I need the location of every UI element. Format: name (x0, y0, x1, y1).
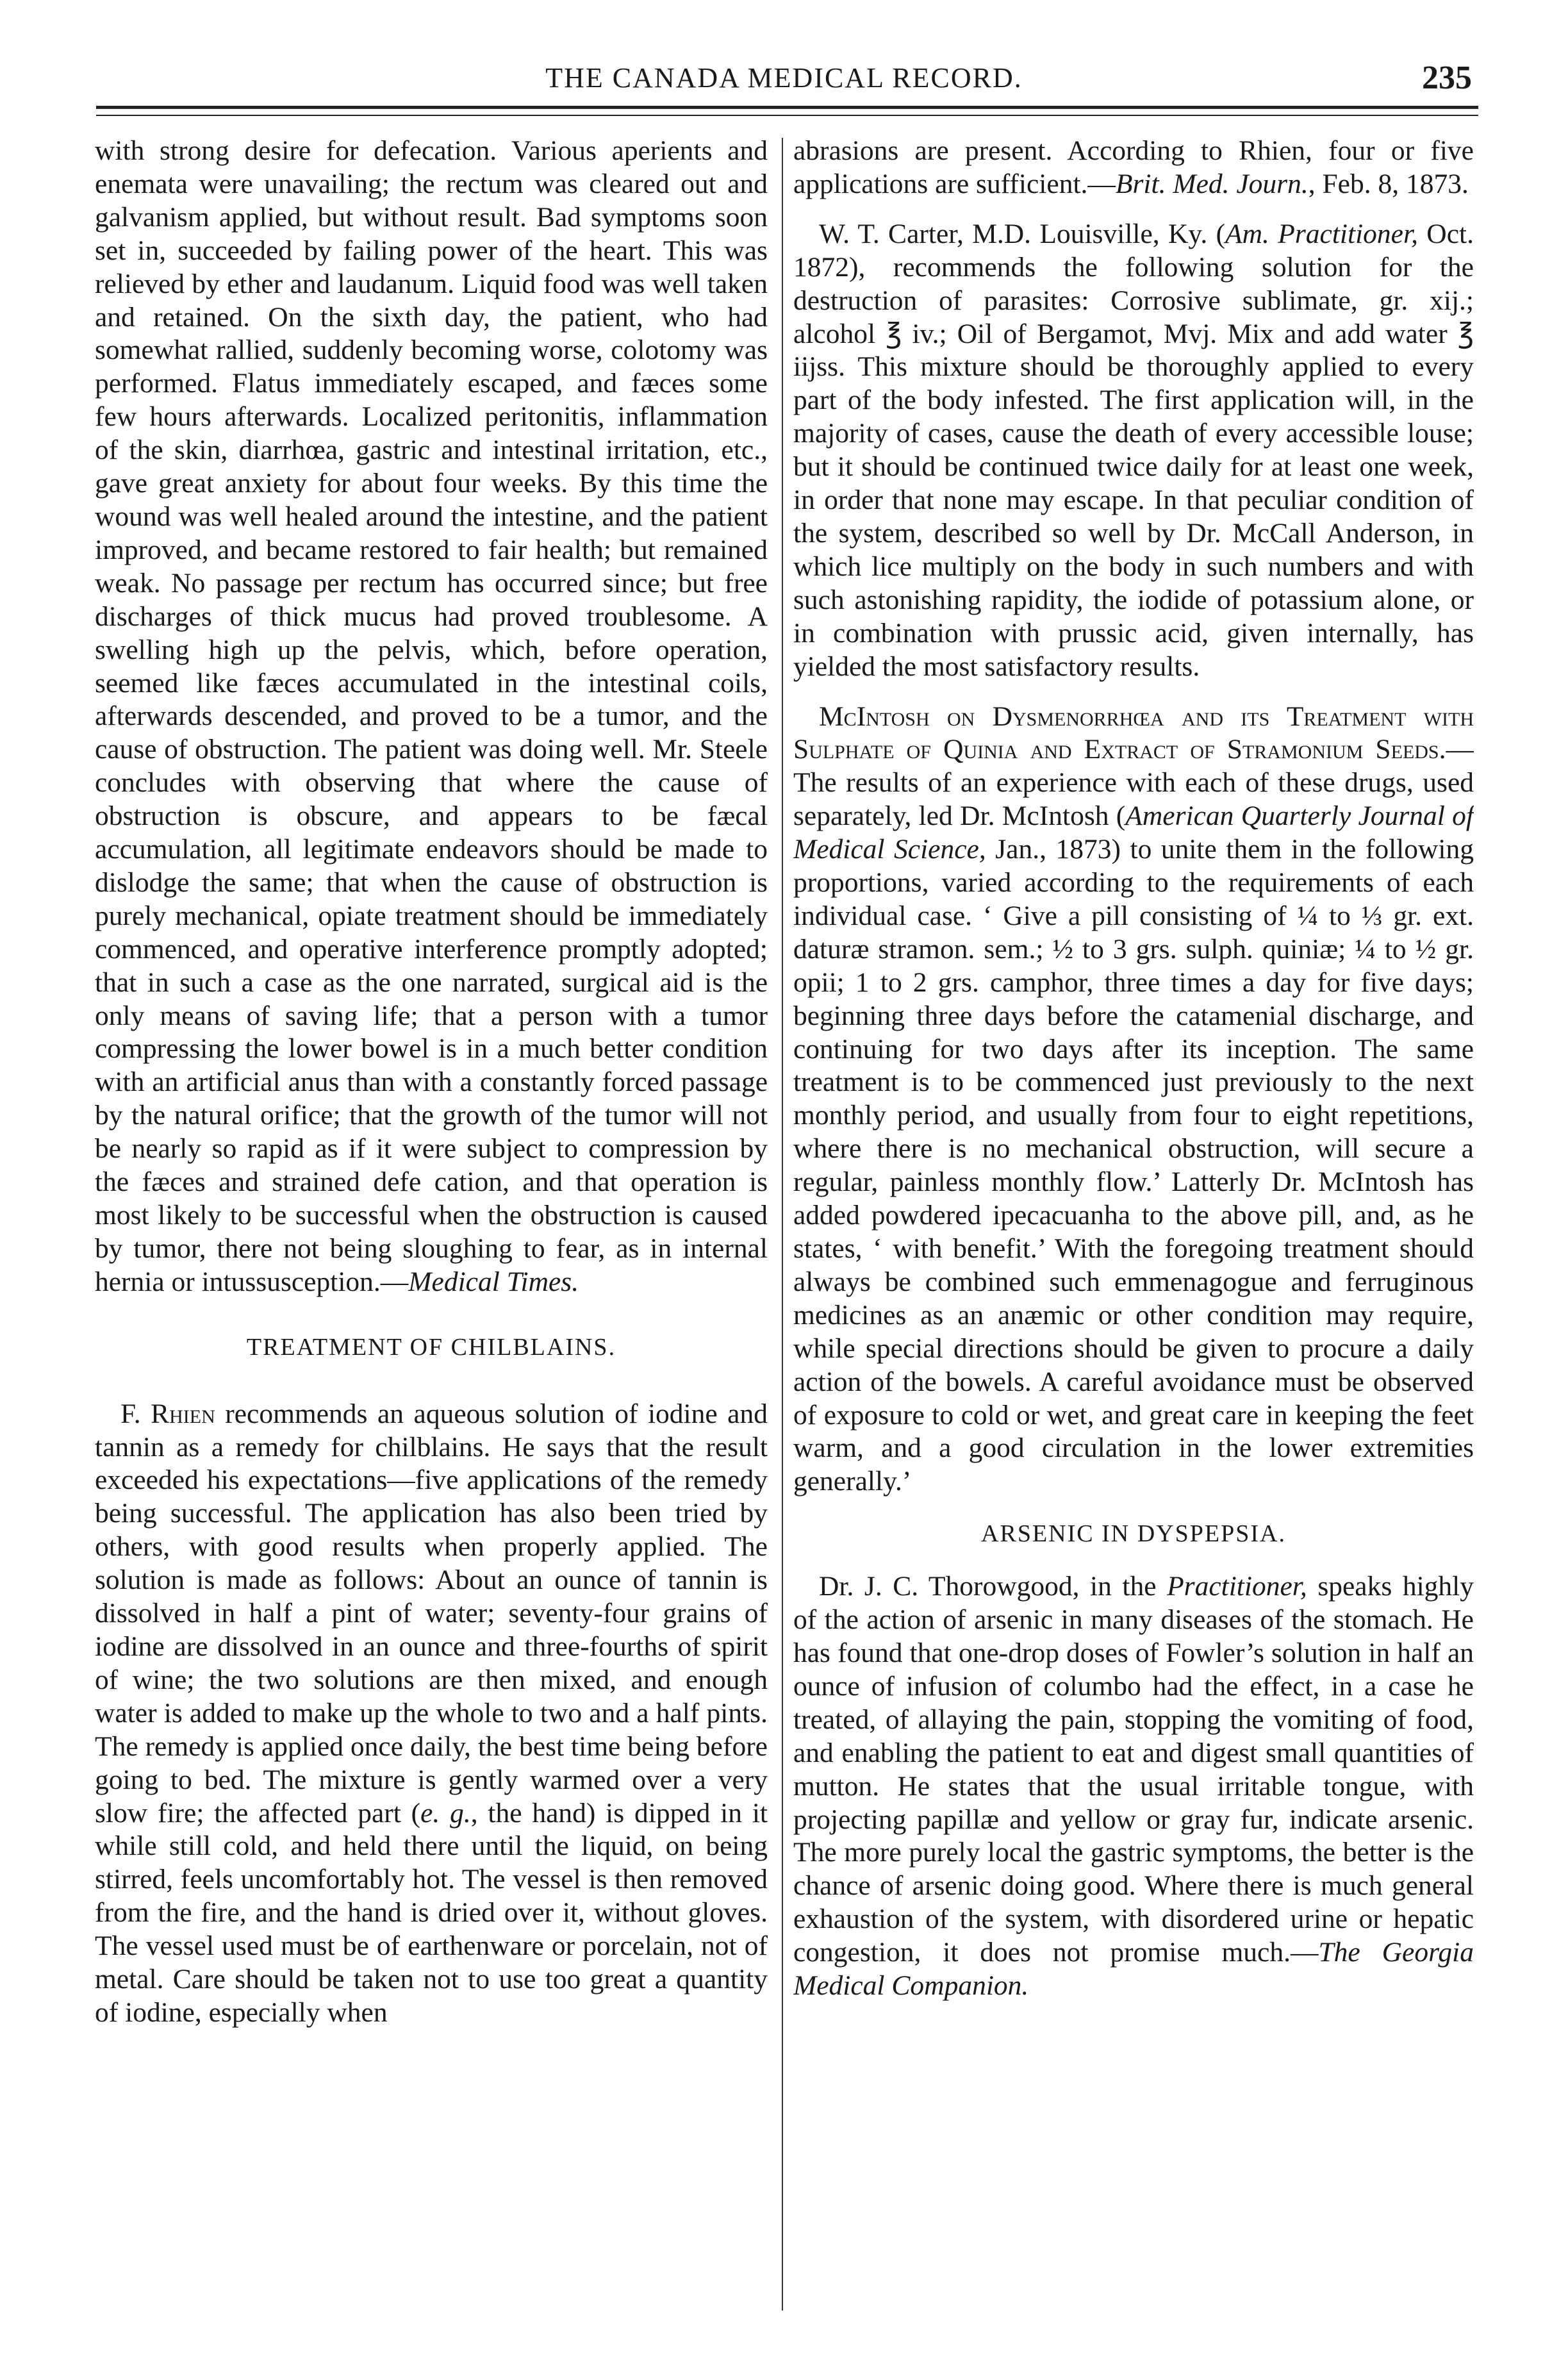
chilblains-end-date: , Feb. 8, 1873. (1308, 168, 1469, 199)
chilblains-end-source: Brit. Med. Journ. (1115, 168, 1308, 199)
arsenic-text-b: speaks highly of the action of arsenic in many diseases of the stomach. He has found that one-drop doses of Fowler’s solution in half an ounce of infusion of columbo had the effect, in a case he treated, of allaying the pain, stopping the vomiting of food, and enabling the patient to eat and digest small quantities of mutton. He states that the usual irritable tongue, with projecting papillæ and yellow or gray fur, indicate arsenic. The more purely local the gastric symptoms, the better is the chance of arsenic doing good. Where there is much general exhaustion of the system, with disordered urine or hepatic congestion, it does not promise much.— (793, 1571, 1474, 1968)
right-column (793, 135, 1474, 2307)
obstruction-article-end (95, 135, 768, 1299)
chilblains-text: recommends an aqueous solution of iodine and tannin as a remedy for chilblains. He says that the result exceeded his expectations—five applications of the remedy being successful. The application has also been tried by others, with good results when properly applied. The solution is made as follows: About an ounce of tannin is dissolved in half a pint of water; seventy-four grains of iodine are dissolved in an ounce and three-fourths of spirit of wine; the two solutions are then mixed, and enough water is added to make up the whole to two and a half pints. The remedy is applied once daily, the best time being before going to bed. The mixture is gently warmed over a very slow fire; the affected part ( (95, 1398, 768, 1829)
obstruction-text: with strong desire for defecation. Various aperients and enemata were unavailing; the rectum was cleared out and galvanism applied, but without result. Bad symptoms soon set in, succeeded by failing power of the heart. This was relieved by ether and laudanum. Liquid food was well taken and retained. On the sixth day, the patient, who had somewhat rallied, suddenly becoming worse, colotomy was performed. Flatus immediately escaped, and fæces some few hours afterwards. Localized peritonitis, inflammation of the skin, diarrhœa, gastric and intestinal irritation, etc., gave great anxiety for about four weeks. By this time the wound was well healed around the intestine, and the patient improved, and became restored to fair health; but remained weak. No passage per rectum has occurred since; but free discharges of thick mucus had proved troublesome. A swelling high up the pelvis, which, before operation, seemed like fæces accumulated in the intestinal coils, afterwards descended, and proved to be a tumor, and the cause of obstruction. The patient was doing well. Mr. Steele concludes with observing that where the cause of obstruction is obscure, and appears to be fæcal accumulation, all legitimate endeavors should be made to dislodge the same; that when the cause of obstruction is purely mechanical, opiate treatment should be immediately commenced, and operative interference promptly adopted; that in such a case as the one narrated, surgical aid is the only means of saving life; that a person with a tumor compressing the lower bowel is in a much better condition with an artificial anus than with a constantly forced passage by the natural orifice; that the growth of the tumor will not be nearly so rapid as if it were subject to compression by the fæces and strained defe cation, and that operation is most likely to be successful when the obstruction is caused by tumor, there not being sloughing to fear, as in internal hernia or intussusception.— (95, 135, 768, 1297)
arsenic-heading: ARSENIC IN DYSPEPSIA. (981, 1520, 1286, 1548)
mcintosh-journal: American Quarterly Journal of Medical Science, (793, 801, 1474, 865)
chilblains-text-rest: , the hand) is dipped in it while still cold, and held there until the liquid, on being stirred, feels uncomfortably hot. The vessel is then removed from the fire, and the hand is dried over it, without gloves. The vessel used must be of earthenware or porcelain, not of metal. Care should be taken not to use too great a quantity of iodine, especially when (95, 1797, 768, 2028)
chilblains-end (793, 135, 1474, 201)
obstruction-source: Medical Times. (408, 1266, 579, 1297)
arsenic-source: The Georgia Medical Companion. (793, 1937, 1474, 2002)
running-title: THE CANADA MEDICAL RECORD. (545, 62, 1023, 94)
page-number: 235 (1422, 60, 1472, 96)
mcintosh-title: McIntosh on Dysmenorrhœa and its Treatment with Sulphate of Quinia and Extract of Stramonium Seeds. (793, 701, 1474, 765)
parasites-text-b: Oct. 1872), recommends the following solution for the destruction of parasites: Corrosive sublimate, gr. xij.; alcohol ℥ iv.; Oil of Bergamot, Mvj. Mix and add water ℥ iijss. This mixture should be thoroughly applied to every part of the body infested. The first application will, in the majority of cases, cause the death of every accessible louse; but it should be continued twice daily for at least one week, in order that none may escape. In that peculiar condition of the system, described so well by Dr. McCall Anderson, in which lice multiply on the body in such numbers and with such astonishing rapidity, the iodide of potassium alone, or in combination with prussic acid, given internally, has yielded the most satisfactory results. (793, 218, 1474, 682)
header-rule-thick (96, 106, 1478, 109)
left-column (95, 135, 768, 2307)
chilblains-end-text: abrasions are present. According to Rhien, four or five applications are sufficient.— (793, 135, 1474, 199)
parasites-paragraph (793, 218, 1474, 684)
parasites-text-a: W. T. Carter, M.D. Louisville, Ky. ( (819, 218, 1226, 249)
arsenic-paragraph (793, 1570, 1474, 2003)
chilblains-eg: e. g. (420, 1797, 471, 1829)
mcintosh-text-a: —The results of an experience with each of these drugs, used separately, led Dr. McIntosh ( (793, 734, 1474, 832)
arsenic-journal: Practitioner, (1167, 1571, 1307, 1602)
arsenic-text-a: Dr. J. C. Thorowgood, in the (819, 1571, 1168, 1602)
column-divider (782, 138, 783, 2311)
mcintosh-paragraph (793, 701, 1474, 1499)
mcintosh-text-b: Jan., 1873) to unite them in the following proportions, varied according to the requirements of each individual case. ‘ Give a pill consisting of ¼ to ⅓ gr. ext. daturæ stramon. sem.; ½ to 3 grs. sulph. quiniæ; ¼ to ½ gr. opii; 1 to 2 grs. camphor, three times a day for five days; beginning three days before the catamenial discharge, and continuing for two days after its inception. The same treatment is to be commenced just previously to the next monthly period, and usually from four to eight repetitions, where there is no mechanical obstruction, will secure a regular, painless monthly flow.’ Latterly Dr. McIntosh has added powdered ipecacuanha to the above pill, and, as he states, ‘ with benefit.’ With the foregoing treatment should always be combined such emmenagogue and ferruginous medicines as an anæmic or other condition may require, while special directions should be given to procure a daily action of the bowels. A careful avoidance must be observed of exposure to cold or wet, and great care in keeping the feet warm, and a good circulation in the lower extremities generally.’ (793, 834, 1474, 1497)
chilblains-lead: F. Rhien (120, 1398, 215, 1429)
header-rule-thin (96, 115, 1478, 116)
parasites-journal: Am. Practitioner, (1225, 218, 1418, 249)
chilblains-paragraph (95, 1398, 768, 2030)
chilblains-heading: TREATMENT OF CHILBLAINS. (246, 1333, 616, 1361)
